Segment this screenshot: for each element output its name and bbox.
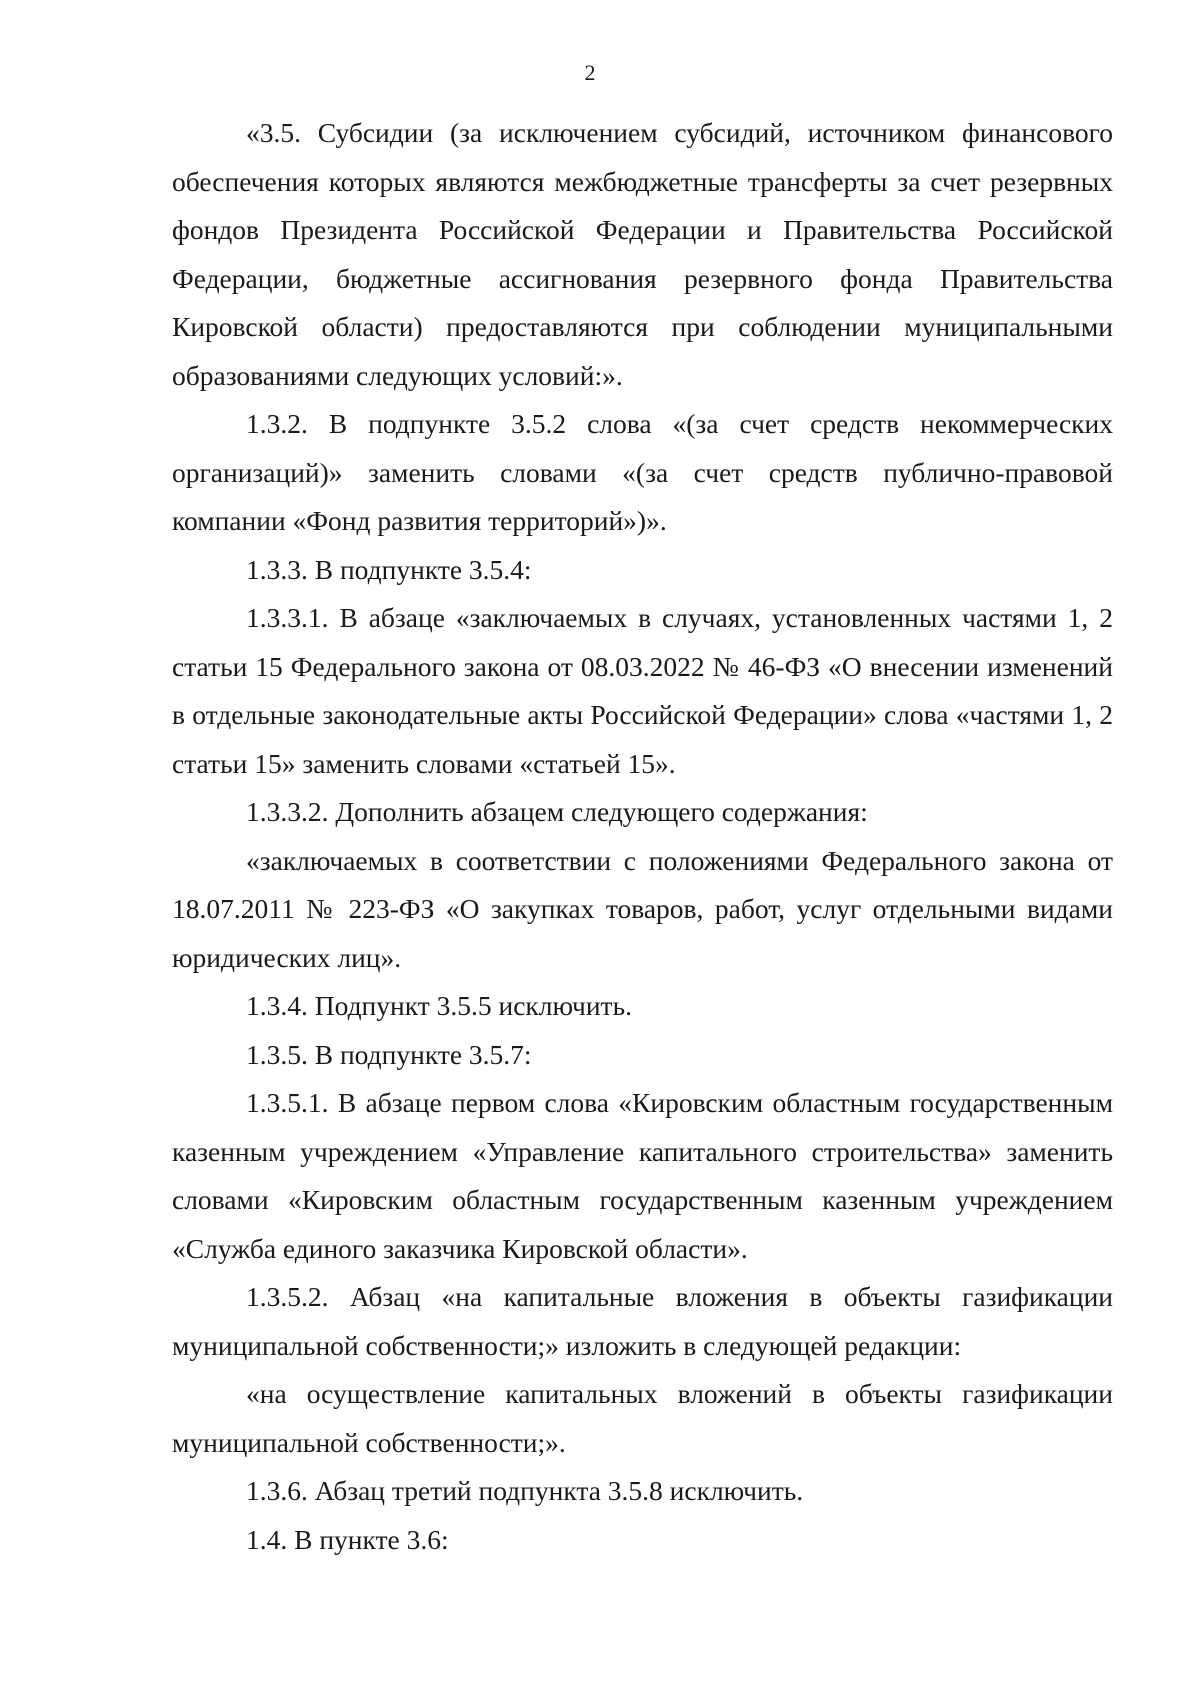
paragraph-1-3-4: 1.3.4. Подпункт 3.5.5 исключить.	[246, 990, 632, 1021]
document-body	[172, 109, 1113, 1564]
paragraph-1-3-3-2: 1.3.3.2. Дополнить абзацем следующего содержания:	[246, 796, 868, 827]
paragraph-1-3-6: 1.3.6. Абзац третий подпункта 3.5.8 исключить.	[246, 1475, 804, 1506]
paragraph-1-3-2: 1.3.2. В подпункте 3.5.2 слова «(за счет средств некоммерческих организаций)» заменить словами «(за счет средств публично-правовой компании «Фонд развития территорий»)».	[172, 408, 1113, 536]
paragraph-1-3-5-2: 1.3.5.2. Абзац «на капитальные вложения в объекты газификации муниципальной собственности;» изложить в следующей редакции:	[172, 1281, 1113, 1361]
paragraph-quote-223-fz: «заключаемых в соответствии с положениями Федерального закона от 18.07.2011 № 223-ФЗ «О закупках товаров, работ, услуг отдельными видами юридических лиц».	[172, 844, 1113, 973]
paragraph-quote-gasification: «на осуществление капитальных вложений в объекты газификации муниципальной собственности;».	[172, 1378, 1113, 1458]
paragraph-3-5: «3.5. Субсидии (за исключением субсидий, источником финансового обеспечения которых являются межбюджетные трансферты за счет резервных фондов Президента Российской Федерации и Правительства Российской Федерации, бюджетные ассигнования резервного фонда Правительства Кировской области) предоставляются при соблюдении муниципальными образованиями следующих условий:».	[172, 117, 1113, 391]
page-number: 2	[584, 60, 596, 85]
paragraph-1-3-5-1: 1.3.5.1. В абзаце первом слова «Кировским областным государственным казенным учреждением «Управление капитального строительства» заменить словами «Кировским областным государственным казенным учреждением «Служба единого заказчика Кировской области».	[172, 1087, 1113, 1264]
paragraph-1-3-3: 1.3.3. В подпункте 3.5.4:	[246, 553, 532, 585]
paragraph-1-3-5: 1.3.5. В подпункте 3.5.7:	[246, 1038, 532, 1070]
paragraph-1-4: 1.4. В пункте 3.6:	[246, 1523, 449, 1555]
paragraph-1-3-3-1: 1.3.3.1. В абзаце «заключаемых в случаях, установленных частями 1, 2 статьи 15 Федерального закона от 08.03.2022 № 46-ФЗ «О внесении изменений в отдельные законодательные акты Российской Федерации» слова «частями 1, 2 статьи 15» заменить словами «статьей 15».	[172, 602, 1113, 779]
